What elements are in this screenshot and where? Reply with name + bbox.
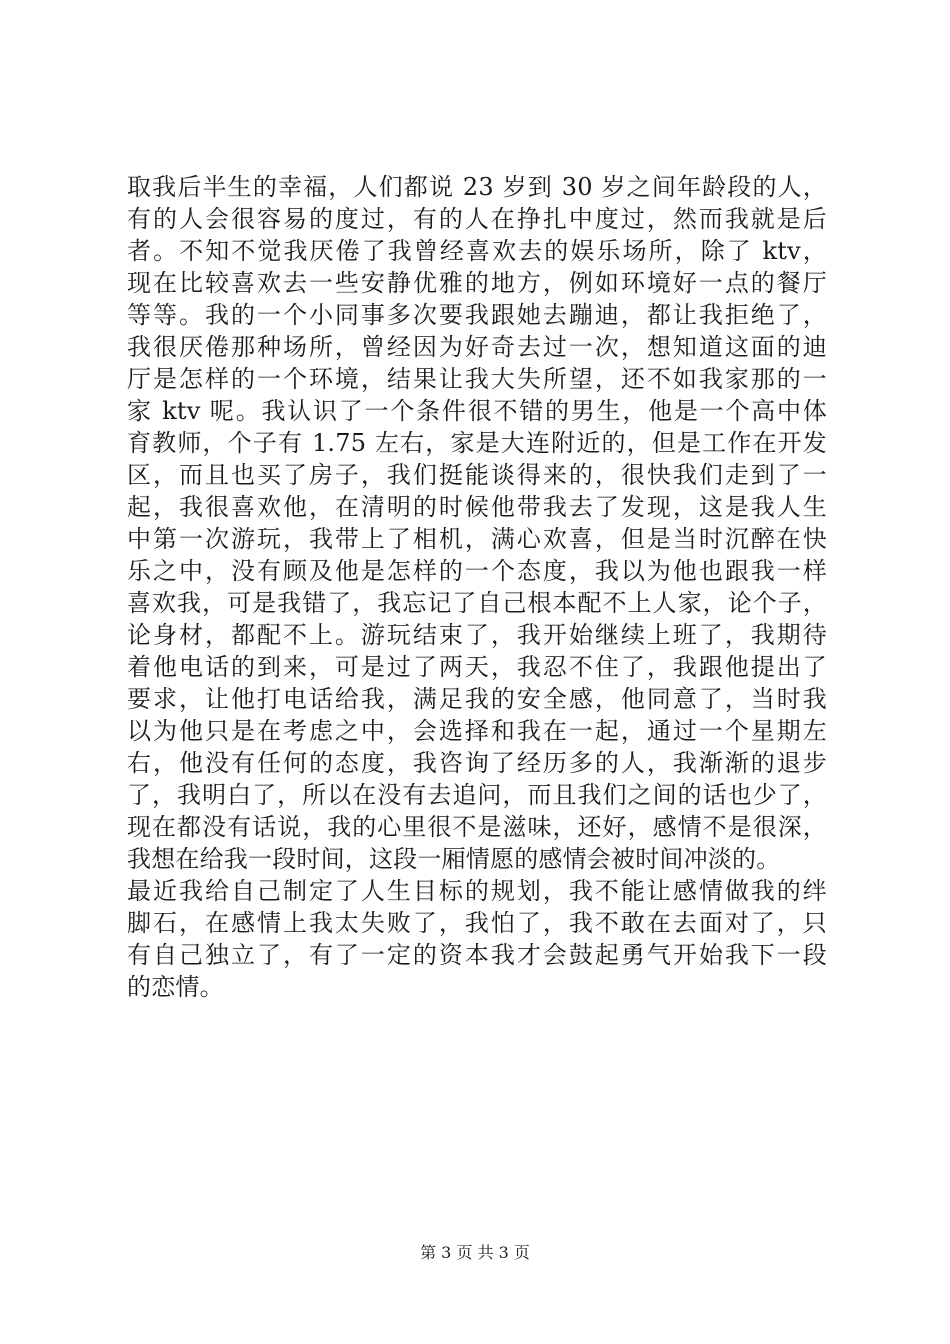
text-line: 育教师，个子有 1.75 左右，家是大连附近的，但是工作在开发 — [127, 429, 827, 457]
text-line: 我想在给我一段时间，这段一厢情愿的感情会被时间冲淡的。 — [127, 845, 781, 873]
text-line: 者。不知不觉我厌倦了我曾经喜欢去的娱乐场所，除了 ktv， — [127, 237, 827, 265]
text-line: 等等。我的一个小同事多次要我跟她去蹦迪，都让我拒绝了， — [127, 301, 827, 329]
text-line: 喜欢我，可是我错了，我忘记了自己根本配不上人家，论个子， — [127, 589, 827, 617]
text-line: 现在比较喜欢去一些安静优雅的地方，例如环境好一点的餐厅 — [127, 269, 827, 297]
text-line: 区，而且也买了房子，我们挺能谈得来的，很快我们走到了一 — [127, 461, 827, 489]
text-line: 乐之中，没有顾及他是怎样的一个态度，我以为他也跟我一样 — [127, 557, 827, 585]
text-line: 以为他只是在考虑之中，会选择和我在一起，通过一个星期左 — [127, 717, 827, 745]
text-line: 厅是怎样的一个环境，结果让我大失所望，还不如我家那的一 — [127, 365, 827, 393]
text-line: 有的人会很容易的度过，有的人在挣扎中度过，然而我就是后 — [127, 205, 827, 233]
text-line: 现在都没有话说，我的心里很不是滋味，还好，感情不是很深， — [127, 813, 827, 841]
text-line: 起，我很喜欢他，在清明的时候他带我去了发现，这是我人生 — [127, 493, 827, 521]
text-line: 右，他没有任何的态度，我咨询了经历多的人，我渐渐的退步 — [127, 749, 827, 777]
page-number-footer: 第 3 页 共 3 页 — [420, 1243, 530, 1262]
text-line: 要求，让他打电话给我，满足我的安全感，他同意了，当时我 — [127, 685, 827, 713]
body-text — [127, 171, 827, 1003]
text-line: 最近我给自己制定了人生目标的规划，我不能让感情做我的绊 — [127, 877, 827, 905]
text-line: 我很厌倦那种场所，曾经因为好奇去过一次，想知道这面的迪 — [127, 333, 827, 361]
text-line: 取我后半生的幸福，人们都说 23 岁到 30 岁之间年龄段的人， — [127, 173, 827, 201]
text-line: 有自己独立了，有了一定的资本我才会鼓起勇气开始我下一段 — [127, 941, 827, 969]
text-line: 中第一次游玩，我带上了相机，满心欢喜，但是当时沉醉在快 — [127, 525, 827, 553]
text-line: 脚石，在感情上我太失败了，我怕了，我不敢在去面对了，只 — [127, 909, 827, 937]
text-line: 着他电话的到来，可是过了两天，我忍不住了，我跟他提出了 — [127, 653, 827, 681]
text-line: 了，我明白了，所以在没有去追问，而且我们之间的话也少了， — [127, 781, 827, 809]
text-line: 家 ktv 呢。我认识了一个条件很不错的男生，他是一个高中体 — [127, 397, 827, 425]
text-line: 的恋情。 — [127, 973, 224, 1001]
text-line: 论身材，都配不上。游玩结束了，我开始继续上班了，我期待 — [127, 621, 827, 649]
